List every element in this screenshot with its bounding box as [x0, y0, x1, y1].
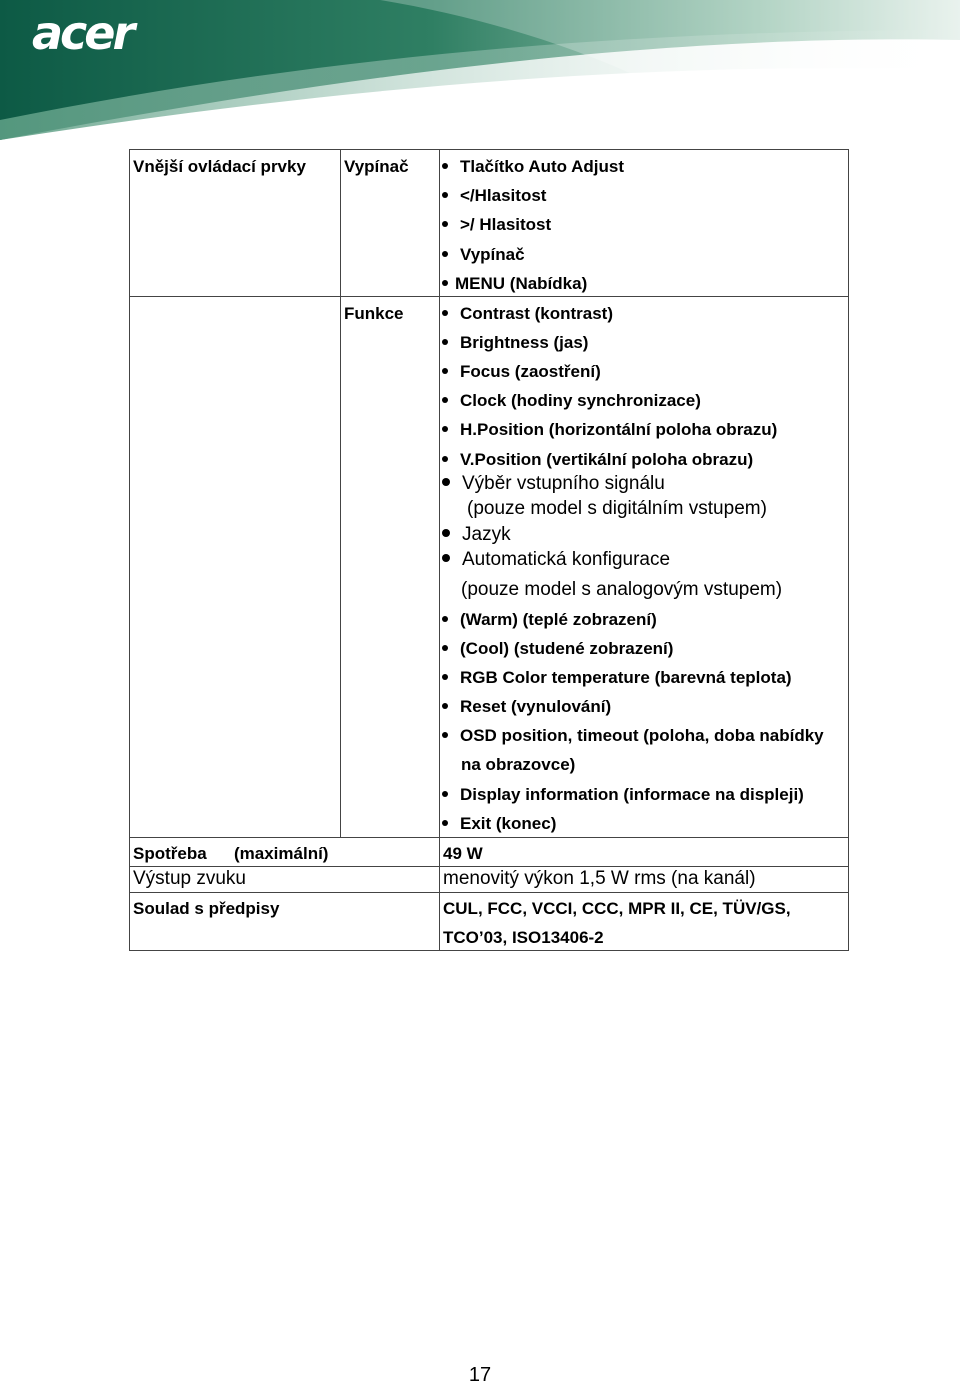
bullet-icon	[442, 251, 448, 257]
list-item-cool: (Cool) (studené zobrazení)	[442, 639, 673, 659]
label-switch: Vypínač	[344, 157, 409, 176]
value-power: 49 W	[443, 844, 483, 863]
bullet-icon	[442, 616, 448, 622]
bullet-icon	[442, 645, 448, 651]
acer-logo: acer	[32, 6, 133, 60]
bullet-icon	[442, 280, 448, 286]
bullet-icon	[442, 221, 448, 227]
bullet-icon	[442, 820, 448, 826]
list-item-volume-down: </Hlasitost	[442, 186, 546, 206]
list-item-hpos: H.Position (horizontální poloha obrazu)	[442, 420, 777, 440]
list-item-input: Výběr vstupního signálu	[442, 474, 665, 494]
bullet-icon	[442, 163, 448, 169]
value-audio: menovitý výkon 1,5 W rms (na kanál)	[443, 868, 756, 889]
bullet-icon	[442, 732, 448, 738]
list-item-autoconfig: Automatická konfigurace	[442, 550, 670, 570]
list-item-osd: OSD position, timeout (poloha, doba nabídky	[442, 726, 824, 746]
row-divider-1	[130, 296, 848, 297]
list-item-display-info: Display information (informace na displeji)	[442, 785, 804, 805]
bullet-icon	[442, 456, 448, 462]
label-power-qualifier: (maximální)	[234, 844, 329, 863]
list-item-brightness: Brightness (jas)	[442, 333, 588, 353]
label-compliance: Soulad s předpisy	[133, 899, 280, 918]
list-item-reset: Reset (vynulování)	[442, 697, 611, 717]
page-number: 17	[468, 1364, 492, 1386]
label-controls: Vnější ovládací prvky	[133, 157, 306, 176]
value-compliance-line2: TCO’03, ISO13406-2	[443, 928, 604, 947]
label-functions: Funkce	[344, 304, 404, 323]
list-item-focus: Focus (zaostření)	[442, 362, 601, 382]
bullet-icon	[442, 529, 450, 537]
col-divider-1	[340, 150, 341, 838]
list-item-exit: Exit (konec)	[442, 814, 556, 834]
list-item-auto-adjust: Tlačítko Auto Adjust	[442, 157, 624, 177]
header-banner	[0, 0, 960, 140]
header-swoosh	[0, 0, 960, 140]
row-divider-2	[130, 837, 848, 838]
bullet-icon	[442, 397, 448, 403]
bullet-icon	[442, 703, 448, 709]
list-item-language: Jazyk	[442, 525, 511, 545]
bullet-icon	[442, 192, 448, 198]
list-item-power-switch: Vypínač	[442, 245, 525, 265]
list-item-clock: Clock (hodiny synchronizace)	[442, 391, 701, 411]
value-compliance-line1: CUL, FCC, VCCI, CCC, MPR II, CE, TÜV/GS,	[443, 899, 791, 918]
row-divider-4	[130, 892, 848, 893]
list-item-volume-up: >/ Hlasitost	[442, 215, 551, 235]
list-item-input-note: (pouze model s digitálním vstupem)	[467, 498, 767, 519]
bullet-icon	[442, 478, 450, 486]
list-item-menu: MENU (Nabídka)	[442, 274, 587, 294]
label-audio: Výstup zvuku	[133, 868, 246, 889]
row-divider-3	[130, 866, 848, 867]
bullet-icon	[442, 674, 448, 680]
bullet-icon	[442, 791, 448, 797]
list-item-contrast: Contrast (kontrast)	[442, 304, 613, 324]
label-power: Spotřeba	[133, 844, 207, 863]
list-item-rgb: RGB Color temperature (barevná teplota)	[442, 668, 792, 688]
list-item-autoconfig-note: (pouze model s analogovým vstupem)	[461, 579, 783, 600]
col-divider-2	[439, 150, 440, 950]
bullet-icon	[442, 368, 448, 374]
list-item-vpos: V.Position (vertikální poloha obrazu)	[442, 450, 753, 470]
bullet-icon	[442, 554, 450, 562]
bullet-icon	[442, 426, 448, 432]
bullet-icon	[442, 339, 448, 345]
list-item-osd-cont: na obrazovce)	[461, 755, 576, 774]
bullet-icon	[442, 310, 448, 316]
list-item-warm: (Warm) (teplé zobrazení)	[442, 610, 657, 630]
